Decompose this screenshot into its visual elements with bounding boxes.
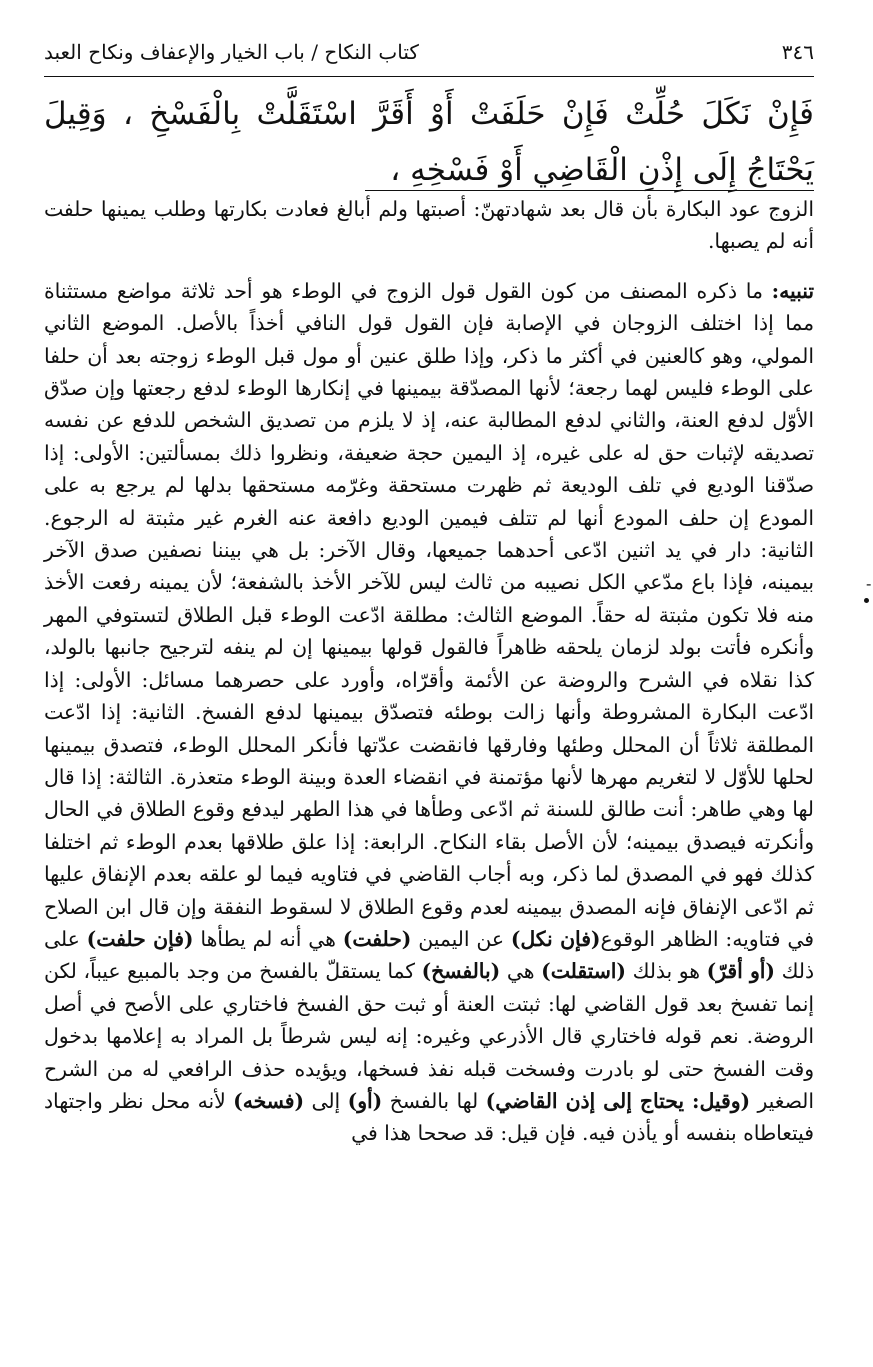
sharh-text: لأنه محل نظر واجتهاد فيتعاطاه بنفسه أو يأذن فيه. فإن قيل: قد صححا هذا في — [44, 1088, 814, 1146]
sharh-quote: (فسخه) — [233, 1088, 305, 1113]
margin-mark: ‑ — [866, 574, 872, 593]
sharh-quote: (وقيل: يحتاج إلى إذن القاضي) — [485, 1088, 751, 1113]
sharh-quote: (استقلت) — [541, 959, 626, 984]
matn-text: فَإِنْ نَكَلَ حُلِّتْ فَإِنْ حَلَفَتْ أَوْ أَقَرَّ اسْتَقَلَّتْ بِالْفَسْخِ ، وَقِيلَ يَحْتَاجُ إِلَى إِذْنِ الْقَاضِي أَوْ فَسْخِهِ ، — [44, 96, 814, 188]
sharh-text: هي — [500, 959, 542, 984]
sharh-text: عن اليمين — [411, 926, 511, 951]
sharh-text: إلى — [304, 1088, 348, 1113]
sharh-quote: (فإن حلفت) — [86, 926, 194, 951]
matn-separator — [365, 190, 814, 191]
sharh-quote: (فإن نكل) — [510, 926, 601, 951]
margin-dot — [864, 598, 869, 603]
sharh-text: على ذلك — [44, 926, 814, 984]
continuation-paragraph: الزوج عود البكارة بأن قال بعد شهادتهنّ: أصبتها ولم أبالغ فعادت بكارتها وطلب يمينها حلفت أنه لم يصبها. — [44, 197, 814, 254]
page-number: ٣٤٦ — [781, 40, 814, 64]
page-header — [44, 34, 814, 70]
sharh-quote: (بالفسخ) — [421, 959, 501, 984]
sharh-text: هي أنه لم يطأها — [193, 926, 343, 951]
paragraph-gap — [44, 258, 814, 275]
tanbih-label: تنبيه: — [771, 278, 814, 303]
running-title: كتاب النكاح / باب الخيار والإعفاف ونكاح العبد — [44, 40, 419, 64]
sharh-text: كما يستقلّ بالفسخ من وجد بالمبيع عيباً، لكن إنما تفسخ بعد قول القاضي لها: ثبتت العنة أو ثبت حق الفسخ فاختاري على الأصح في أصل الروضة. نعم قوله فاختاري قال الأذرعي وغيره: إنه ليس شرطاً بل المراد به إعلامها بدخول وقت الفسخ حتى لو بادرت وفسخت قبله نفذ فسخها، ويؤيده حذف الرافعي له من الشرح الصغير — [44, 959, 814, 1113]
commentary-body — [44, 193, 814, 1150]
sharh-quote: (أو) — [347, 1088, 383, 1113]
sharh-quote: (أو أقرّ) — [706, 959, 776, 984]
header-rule — [44, 76, 814, 77]
sharh-quote: (حلفت) — [342, 926, 412, 951]
sharh-text: لها بالفسخ — [382, 1088, 486, 1113]
tanbih-text: ما ذكره المصنف من كون القول قول الزوج في الوطء هو أحد ثلاثة مواضع مستثناة مما إذا اختلف الزوجان في الإصابة فإن القول قول النافي أخذاً بالأصل. الموضع الثاني المولي، وهو كالعنين في أكثر ما ذكر، وإذا طلق عنين أو مول قبل الوطء زوجته بعد أن حلفا على الوطء فليس لهما رجعة؛ لأنها المصدّقة بيمينها في إنكارها الوطء لدفع رجعتها وإن صدّق الأوّل لدفع العنة، والثاني لدفع المطالبة عنه، إذ لا يلزم من تصديق الشخص للدفع عن نفسه تصديقه لإثبات حق له على غيره، إذ اليمين حجة ضعيفة، ونظروا ذلك بمسألتين: الأولى: إذا صدّقنا الوديع في تلف الوديعة ثم ظهرت مستحقة وغرّمه مستحقها بدلها لم يرجع به على المودع إن حلف المودع أنها لم تتلف فيمين الوديع دافعة عنه الغرم غير مثبتة له الرجوع. الثانية: دار في يد اثنين ادّعى أحدهما جميعها، وقال الآخر: بل هي بيننا نصفين صدق الآخر بيمينه، فإذا باع مدّعي الكل نصيبه من ثالث ليس للآخر الأخذ بالشفعة؛ لأن يمينه رفعت الأخذ منه فلا تكون مثبتة له حقاً. الموضع الثالث: مطلقة ادّعت الوطء قبل الطلاق لتستوفي المهر وأنكره فأتت بولد لزمان يلحقه ظاهراً فالقول قولها بيمينها إن لم ينفه لترجيح جانبها بالولد، كذا نقلاه في الشرح والروضة عن الأئمة وأقرّاه، وأورد على حصرهما مسائل: الأولى: إذا ادّعت البكارة المشروطة وأنها زالت بوطئه فتصدّق بيمينها لدفع الفسخ. الثانية: إذا ادّعت المطلقة ثلاثاً أن المحلل وطئها وفارقها فانقضت عدّتها فأنكر المحلل الوطء، فتصدق بيمينها لحلها للأوّل لا لتغريم مهرها لأنها مؤتمنة في انقضاء العدة وبينة الوطء متعذرة. الثالثة: إذا قال لها وهي طاهر: أنت طالق للسنة ثم ادّعى وطأها في هذا الطهر ليدفع وقوع الطلاق في الحال وأنكرته فيصدق بيمينه؛ لأن الأصل بقاء النكاح. الرابعة: إذا علق طلاقها بعدم الوطء ثم اختلفا كذلك فهو في المصدق لما ذكر، وبه أجاب القاضي في فتاويه فيما لو علقه بعدم الإنفاق عليها ثم ادّعى الإنفاق فإنه المصدق بيمينه لعدم وقوع الطلاق لا لسقوط النفقة وإن قال ابن الصلاح في فتاويه: الظاهر الوقوع — [44, 278, 814, 951]
sharh-text: هو بذلك — [625, 959, 707, 984]
tanbih-paragraph — [44, 275, 814, 1150]
